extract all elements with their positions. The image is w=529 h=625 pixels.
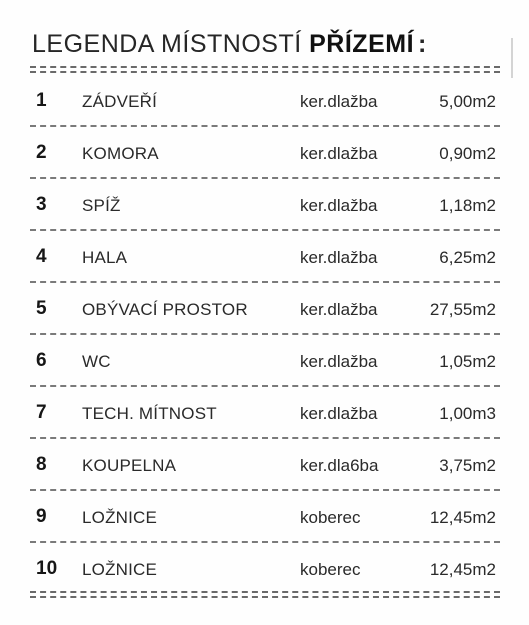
room-flooring: ker.dlažba [300, 196, 378, 215]
room-flooring: ker.dlažba [300, 404, 378, 423]
room-area: 1,18m2 [439, 196, 496, 215]
room-flooring: ker.dlažba [300, 248, 378, 267]
row-divider [30, 385, 500, 387]
room-name: ZÁDVEŘÍ [82, 92, 158, 111]
room-number: 8 [36, 454, 47, 475]
row-divider [30, 125, 500, 127]
room-name: HALA [82, 248, 128, 267]
room-flooring: ker.dlažba [300, 352, 378, 371]
title-colon: : [418, 30, 427, 58]
title-floor: PŘÍZEMÍ [309, 30, 415, 58]
room-number: 7 [36, 402, 47, 423]
room-flooring: ker.dlažba [300, 300, 378, 319]
legend-title [32, 30, 502, 59]
room-name: LOŽNICE [82, 508, 158, 527]
room-name: WC [82, 352, 111, 371]
table-row [30, 76, 500, 128]
room-flooring: koberec [300, 508, 361, 527]
room-number: 6 [36, 350, 47, 371]
room-flooring: ker.dlažba [300, 92, 378, 111]
header-double-rule [30, 66, 500, 73]
room-area: 1,00m3 [439, 404, 496, 423]
room-area: 1,05m2 [439, 352, 496, 371]
table-row [30, 388, 500, 440]
room-name: LOŽNICE [82, 560, 158, 579]
room-area: 0,90m2 [439, 144, 496, 163]
room-area: 12,45m2 [429, 508, 496, 527]
room-area: 12,45m2 [429, 560, 496, 579]
room-flooring: koberec [300, 560, 361, 579]
room-flooring: ker.dlažba [300, 144, 378, 163]
room-flooring: ker.dla6ba [300, 456, 379, 475]
room-area: 5,00m2 [439, 92, 496, 111]
row-divider [30, 541, 500, 543]
scan-edge-mark [511, 38, 513, 78]
title-prefix: LEGENDA MÍSTNOSTÍ [32, 30, 302, 58]
table-row [30, 544, 500, 596]
room-area: 3,75m2 [439, 456, 496, 475]
table-row [30, 180, 500, 232]
table-row [30, 336, 500, 388]
row-divider [30, 489, 500, 491]
room-name: TECH. MÍTNOST [82, 404, 217, 423]
room-number: 5 [36, 298, 47, 319]
room-number: 10 [36, 558, 58, 579]
row-divider [30, 229, 500, 231]
room-number: 9 [36, 506, 47, 527]
row-divider [30, 281, 500, 283]
room-number: 1 [36, 90, 47, 111]
room-area: 27,55m2 [429, 300, 496, 319]
room-name: SPÍŽ [82, 196, 121, 215]
room-number: 4 [36, 246, 47, 267]
room-number: 2 [36, 142, 47, 163]
room-number: 3 [36, 194, 47, 215]
footer-double-rule [30, 591, 500, 598]
row-divider [30, 333, 500, 335]
table-row [30, 128, 500, 180]
room-area: 6,25m2 [439, 248, 496, 267]
table-row [30, 492, 500, 544]
table-row [30, 284, 500, 336]
room-name: OBÝVACÍ PROSTOR [82, 300, 248, 319]
table-row [30, 232, 500, 284]
room-name: KOUPELNA [82, 456, 177, 475]
room-name: KOMORA [82, 144, 159, 163]
row-divider [30, 177, 500, 179]
table-row [30, 440, 500, 492]
row-divider [30, 437, 500, 439]
